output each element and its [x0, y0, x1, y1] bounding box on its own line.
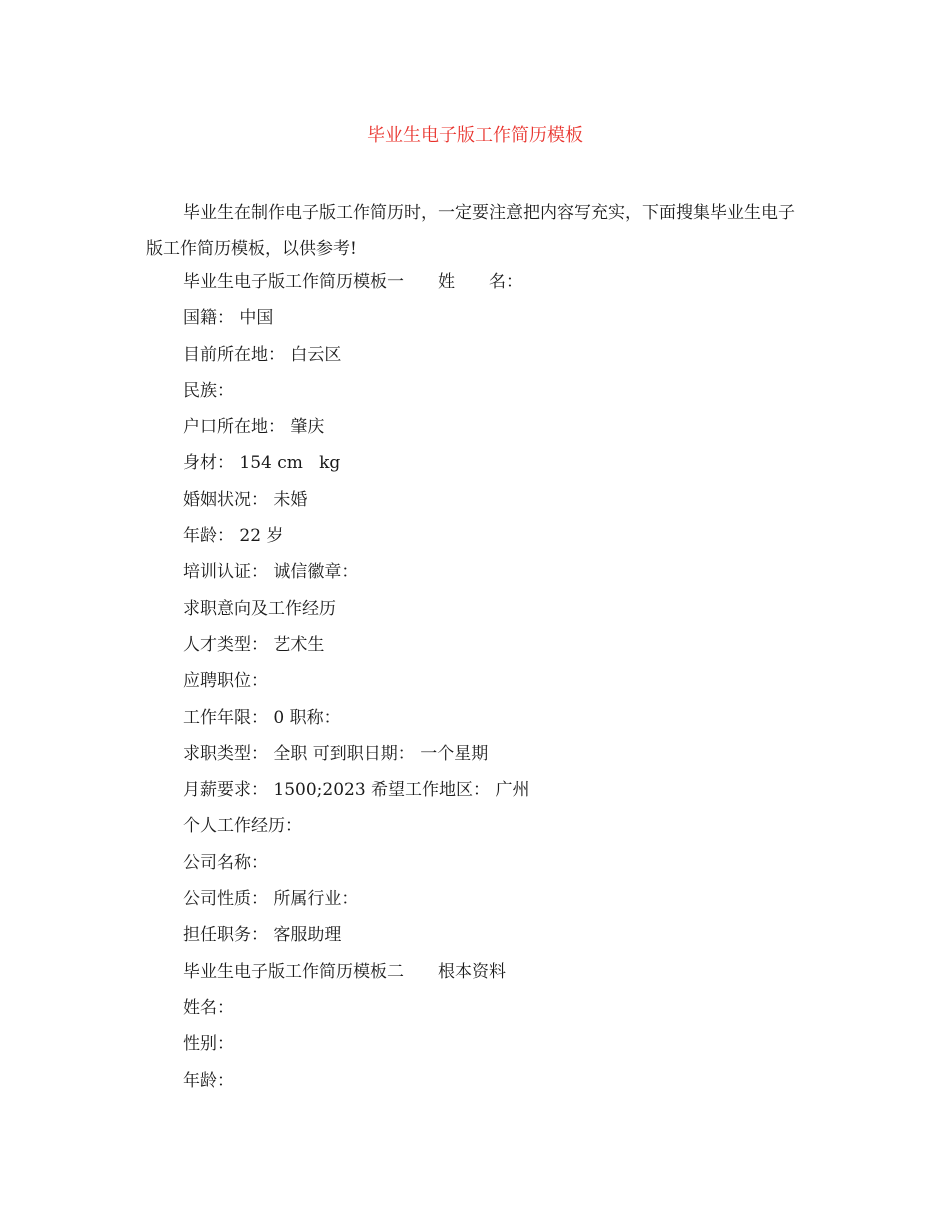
- text-line: 公司名称：: [183, 852, 268, 873]
- text-line: 年龄：: [183, 1070, 234, 1091]
- document-title: 毕业生电子版工作简历模板: [367, 125, 583, 146]
- text-line: 工作年限： 0 职称：: [183, 707, 341, 728]
- text-line: 人才类型： 艺术生: [183, 634, 325, 655]
- intro-paragraph: 毕业生在制作电子版工作简历时，一定要注意把内容写充实，下面搜集毕业生电子版工作简历模板，以供参考!: [146, 203, 795, 259]
- text-line: 应聘职位：: [183, 671, 268, 692]
- text-line: 担任职务： 客服助理: [183, 925, 342, 946]
- text-line: 婚姻状况： 未婚: [183, 489, 308, 510]
- text-line: 民族：: [183, 380, 234, 401]
- text-line: 月薪要求： 1500;2023 希望工作地区： 广州: [183, 780, 530, 801]
- text-line: 年龄： 22 岁: [183, 526, 284, 547]
- text-line: 姓名：: [183, 997, 234, 1018]
- text-line: 性别：: [183, 1034, 234, 1055]
- text-line: 毕业生电子版工作简历模板一 姓 名：: [183, 272, 523, 292]
- text-line: 培训认证： 诚信徽章：: [183, 562, 359, 583]
- text-line: 求职类型： 全职 可到职日期： 一个星期: [183, 743, 489, 764]
- section-heading: 毕业生电子版工作简历模板二 根本资料: [183, 961, 506, 982]
- text-line: 公司性质： 所属行业：: [183, 889, 359, 910]
- text-line: 身材： 154 cm kg: [183, 453, 341, 474]
- resume-lines: [183, 264, 803, 1099]
- text-line: 户口所在地： 肇庆: [183, 417, 325, 438]
- text-line: 目前所在地： 白云区: [183, 344, 342, 365]
- section-heading: 个人工作经历：: [183, 816, 302, 837]
- section-heading: 求职意向及工作经历: [183, 598, 336, 619]
- text-line: 国籍： 中国: [183, 308, 274, 329]
